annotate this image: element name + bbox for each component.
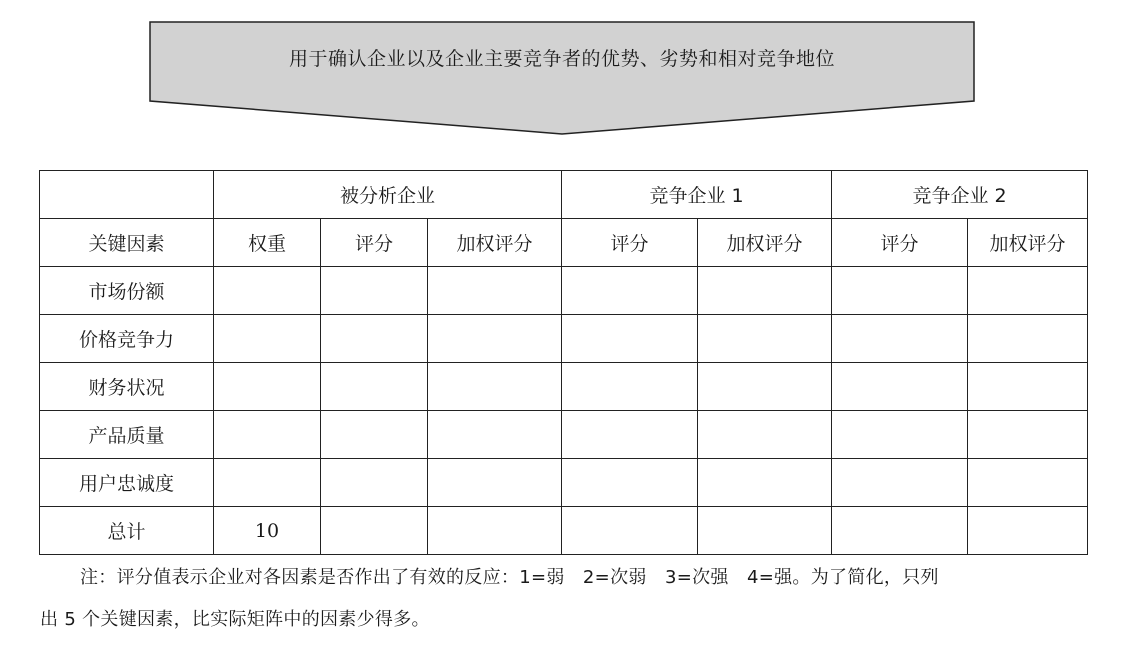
table-cell (428, 459, 562, 507)
table-cell (698, 411, 832, 459)
subheader-weighted-score: 加权评分 (968, 219, 1088, 267)
table-cell (832, 315, 968, 363)
total-label: 总计 (40, 507, 214, 555)
table-cell (321, 363, 428, 411)
factor-label: 财务状况 (40, 363, 214, 411)
subheader-weighted-score: 加权评分 (698, 219, 832, 267)
table-cell (832, 363, 968, 411)
subheader-row (40, 219, 1088, 267)
table-cell (428, 267, 562, 315)
factor-label: 价格竞争力 (40, 315, 214, 363)
table-cell (321, 315, 428, 363)
subheader-score: 评分 (832, 219, 968, 267)
table-cell (428, 411, 562, 459)
table-cell (698, 507, 832, 555)
table-cell (562, 459, 698, 507)
factor-label: 市场份额 (40, 267, 214, 315)
table-cell (562, 411, 698, 459)
table-cell (214, 315, 321, 363)
factor-label: 产品质量 (40, 411, 214, 459)
table-cell (562, 507, 698, 555)
table-cell (321, 411, 428, 459)
table-row (40, 411, 1088, 459)
table-cell (214, 363, 321, 411)
table-cell (968, 459, 1088, 507)
total-row (40, 507, 1088, 555)
subheader-score: 评分 (562, 219, 698, 267)
banner-text: 用于确认企业以及企业主要竞争者的优势、劣势和相对竞争地位 (288, 48, 835, 70)
table-row (40, 459, 1088, 507)
table-cell (698, 267, 832, 315)
corner-cell (40, 171, 214, 219)
subheader-weight: 权重 (214, 219, 321, 267)
table-cell (832, 507, 968, 555)
table-cell (832, 267, 968, 315)
table-cell (698, 459, 832, 507)
table-cell (562, 267, 698, 315)
table-cell (968, 315, 1088, 363)
table-cell (428, 315, 562, 363)
banner (0, 0, 1130, 140)
subheader-score: 评分 (321, 219, 428, 267)
table-row (40, 267, 1088, 315)
note-line-2: 出 5 个关键因素，比实际矩阵中的因素少得多。 (40, 609, 430, 630)
table-cell (968, 267, 1088, 315)
table-cell (214, 411, 321, 459)
table-cell (562, 315, 698, 363)
group-header-competitor-2: 竞争企业 2 (832, 171, 1088, 219)
table-cell (321, 267, 428, 315)
subheader-key-factor: 关键因素 (40, 219, 214, 267)
table-cell (214, 459, 321, 507)
table-cell (832, 459, 968, 507)
table-cell (698, 315, 832, 363)
table-cell (968, 411, 1088, 459)
table-cell (428, 363, 562, 411)
table-cell (321, 459, 428, 507)
table-row (40, 315, 1088, 363)
table-cell (321, 507, 428, 555)
table-cell (698, 363, 832, 411)
total-weight: 10 (214, 507, 321, 555)
note-line-1: 注：评分值表示企业对各因素是否作出了有效的反应：1=弱 2=次弱 3=次强 4=强。为了简化，只列 (80, 567, 939, 588)
competitive-profile-matrix (39, 170, 1088, 555)
group-header-analyzed: 被分析企业 (214, 171, 562, 219)
table-cell (968, 363, 1088, 411)
table-cell (968, 507, 1088, 555)
table-cell (832, 411, 968, 459)
subheader-weighted-score: 加权评分 (428, 219, 562, 267)
table-row (40, 363, 1088, 411)
group-header-row (40, 171, 1088, 219)
group-header-competitor-1: 竞争企业 1 (562, 171, 832, 219)
table-cell (428, 507, 562, 555)
table-cell (214, 267, 321, 315)
factor-label: 用户忠诚度 (40, 459, 214, 507)
table-cell (562, 363, 698, 411)
